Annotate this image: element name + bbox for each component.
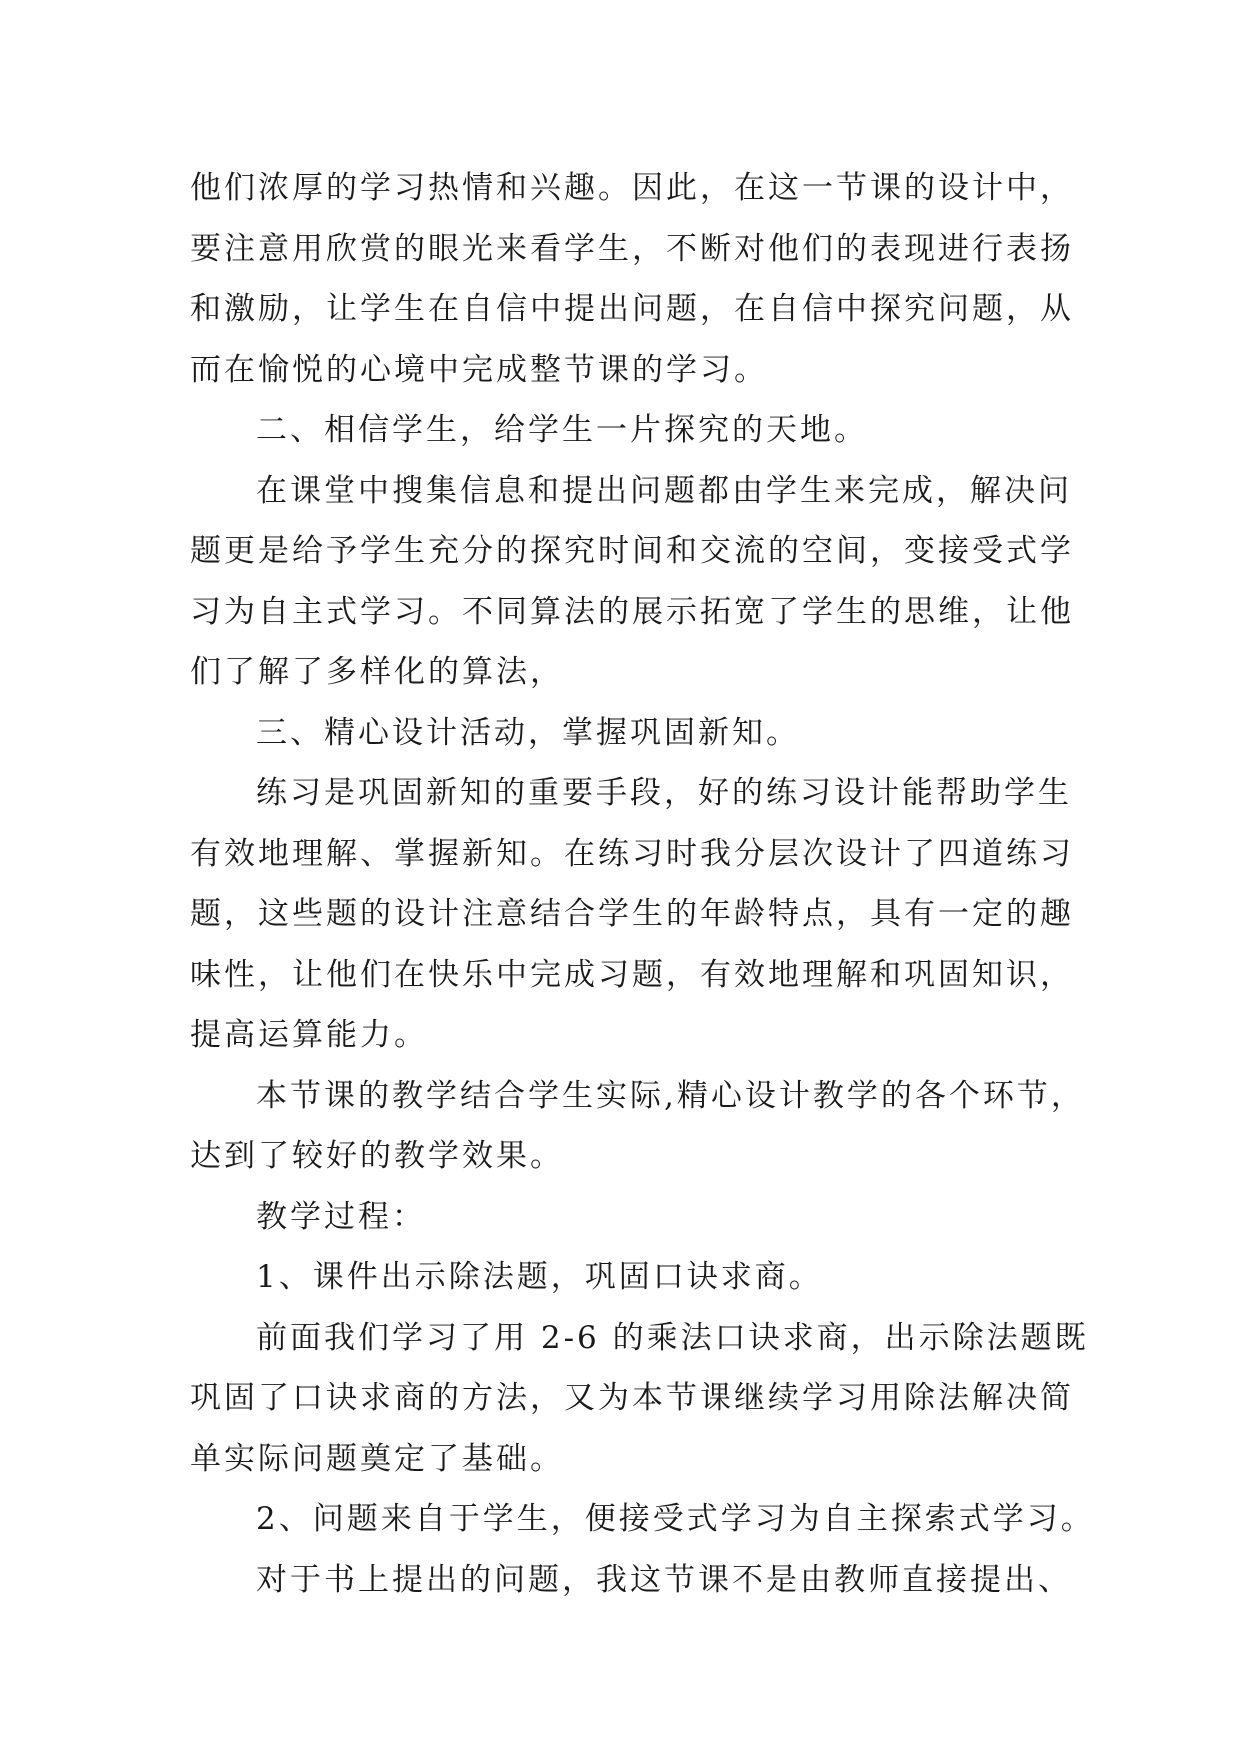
text-line: 练习是巩固新知的重要手段，好的练习设计能帮助学生: [256, 775, 1072, 811]
text-line: 题，这些题的设计注意结合学生的年龄特点，具有一定的趣: [190, 896, 1074, 932]
text-line: 和激励，让学生在自信中提出问题，在自信中探究问题，从: [190, 291, 1074, 327]
text-line: 前面我们学习了用 2-6 的乘法口诀求商，出示除法题既: [256, 1319, 1089, 1356]
text-line: 三、精心设计活动，掌握巩固新知。: [256, 714, 800, 751]
text-line: 教学过程：: [256, 1198, 426, 1235]
text-line: 有效地理解、掌握新知。在练习时我分层次设计了四道练习: [190, 835, 1074, 872]
text-line: 们了解了多样化的算法，: [190, 654, 564, 690]
text-line: 题更是给予学生充分的探究时间和交流的空间，变接受式学: [190, 533, 1074, 569]
text-line: 达到了较好的教学效果。: [190, 1138, 564, 1174]
text-line: 1、课件出示除法题，巩固口诀求商。: [256, 1259, 823, 1295]
text-line: 2、问题来自于学生，便接受式学习为自主探索式学习。: [256, 1501, 1095, 1537]
text-line: 要注意用欣赏的眼光来看学生，不断对他们的表现进行表扬: [190, 230, 1074, 267]
text-line: 他们浓厚的学习热情和兴趣。因此，在这一节课的设计中，: [190, 170, 1074, 206]
text-line: 提高运算能力。: [190, 1017, 428, 1053]
document-body: [190, 158, 1095, 1610]
text-line: 习为自主式学习。不同算法的展示拓宽了学生的思维，让他: [190, 593, 1074, 630]
text-line: 巩固了口诀求商的方法，又为本节课继续学习用除法解决简: [190, 1380, 1074, 1416]
text-line: 味性，让他们在快乐中完成习题，有效地理解和巩固知识，: [190, 956, 1074, 993]
text-line: 单实际问题奠定了基础。: [190, 1440, 564, 1477]
text-line: 对于书上提出的问题，我这节课不是由教师直接提出、: [256, 1561, 1072, 1598]
text-line: 而在愉悦的心境中完成整节课的学习。: [190, 351, 768, 388]
text-line: 本节课的教学结合学生实际,精心设计教学的各个环节，: [256, 1077, 1085, 1114]
text-line: 在课堂中搜集信息和提出问题都由学生来完成，解决问: [256, 472, 1072, 509]
text-line: 二、相信学生，给学生一片探究的天地。: [256, 412, 868, 448]
